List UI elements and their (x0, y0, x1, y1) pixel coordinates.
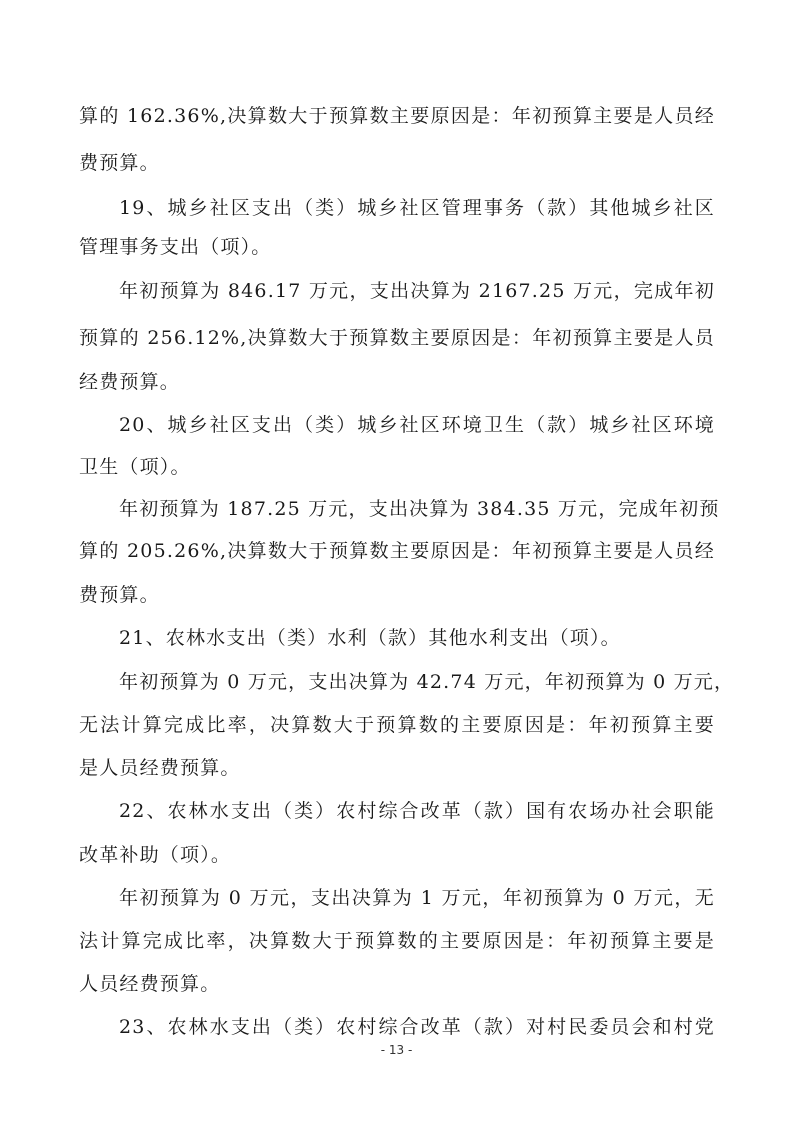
paragraph-line: 无法计算完成比率，决算数大于预算数的主要原因是：年初预算主要 (79, 714, 715, 736)
paragraph-line: 人员经费预算。 (79, 973, 221, 995)
paragraph-line: 法计算完成比率，决算数大于预算数的主要原因是：年初预算主要是 (79, 930, 715, 952)
paragraph-line: 年初预算为 0 万元，支出决算为 42.74 万元，年初预算为 0 万元， (119, 671, 735, 693)
section-heading-23: 23、农林水支出（类）农村综合改革（款）对村民委员会和村党 (119, 1016, 715, 1038)
paragraph-line: 是人员经费预算。 (79, 757, 241, 779)
paragraph-line: 年初预算为 187.25 万元，支出决算为 384.35 万元，完成年初预 (119, 498, 720, 520)
section-heading-20-cont: 卫生（项）。 (79, 456, 191, 478)
section-heading-22-cont: 改革补助（项）。 (79, 844, 232, 866)
page-number: - 13 - (380, 1043, 413, 1057)
paragraph-line: 算的 205.26%,决算数大于预算数主要原因是：年初预算主要是人员经 (79, 540, 715, 562)
paragraph-line: 经费预算。 (79, 371, 181, 393)
paragraph-line: 费预算。 (79, 152, 160, 174)
section-heading-19-cont: 管理事务支出（项）。 (79, 236, 272, 258)
paragraph-line: 费预算。 (79, 584, 160, 606)
section-heading-21: 21、农林水支出（类）水利（款）其他水利支出（项）。 (119, 627, 621, 649)
section-heading-22: 22、农林水支出（类）农村综合改革（款）国有农场办社会职能 (119, 800, 715, 822)
section-heading-19: 19、城乡社区支出（类）城乡社区管理事务（款）其他城乡社区 (119, 197, 715, 219)
paragraph-line: 年初预算为 846.17 万元，支出决算为 2167.25 万元，完成年初 (119, 280, 715, 302)
paragraph-line: 年初预算为 0 万元，支出决算为 1 万元，年初预算为 0 万元，无 (119, 887, 715, 909)
paragraph-line: 预算的 256.12%,决算数大于预算数主要原因是：年初预算主要是人员 (79, 327, 715, 349)
paragraph-line: 算的 162.36%,决算数大于预算数主要原因是：年初预算主要是人员经 (79, 105, 715, 127)
section-heading-20: 20、城乡社区支出（类）城乡社区环境卫生（款）城乡社区环境 (119, 414, 715, 436)
